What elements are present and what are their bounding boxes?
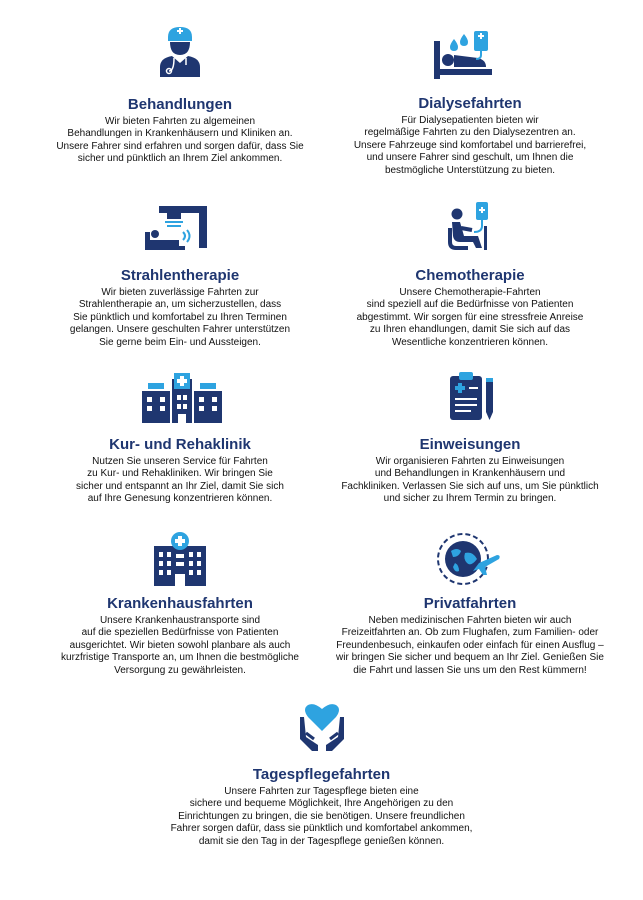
service-title: Strahlentherapie bbox=[120, 267, 240, 284]
service-description: Unsere Chemotherapie-Fahrten sind speziell auf die Bedürfnisse von Patienten abgestimmt. Wir sorgen für eine stressfreie Anreise zu Ihren ehandlungen, damit Sie sich auf das Wesentliche konzentrieren können. bbox=[356, 287, 584, 348]
service-description: Für Dialysepatienten bieten wir regelmäßige Fahrten zu den Dialysezentren an. Unsere Fahrzeuge sind komfortabel und barrierefrei, und unsere Fahrer sind geschult, um Ihnen die bestmögliche Unterstützung zu bieten. bbox=[353, 115, 587, 176]
service-strahlentherapie bbox=[30, 200, 330, 349]
service-behandlungen bbox=[30, 25, 330, 166]
service-title: Privatfahrten bbox=[423, 595, 517, 612]
service-title: Chemotherapie bbox=[415, 267, 525, 284]
service-description: Nutzen Sie unseren Service für Fahrten zu Kur- und Rehakliniken. Wir bringen Sie sicher und entspannt an Ihr Ziel, damit Sie sich auf Ihre Genesung konzentrieren können. bbox=[76, 456, 284, 505]
hospital-building-icon bbox=[30, 530, 330, 587]
service-title: Tagespflegefahrten bbox=[252, 766, 391, 783]
service-description: Wir bieten Fahrten zu algemeinen Behandlungen in Krankenhäusern und Kliniken an. Unsere Fahrer sind erfahren und sorgen dafür, dass Sie sicher und pünktlich an Ihrem Ziel ankommen. bbox=[56, 116, 304, 165]
service-tagespflegefahrten bbox=[165, 700, 478, 848]
service-dialysefahrten bbox=[320, 25, 620, 177]
service-description: Wir bieten zuverlässige Fahrten zur Strahlentherapie an, um sicherzustellen, dass Sie pünktlich und komfortabel zu Ihren Terminen gelangen. Unsere geschulten Fahrer unterstützen Sie gerne beim Ein- und Aussteigen. bbox=[69, 287, 291, 348]
service-chemotherapie bbox=[320, 200, 620, 349]
service-kur-und-rehaklinik bbox=[30, 370, 330, 506]
service-title: Krankenhausfahrten bbox=[107, 595, 253, 612]
service-krankenhausfahrten bbox=[30, 530, 330, 677]
service-description: Wir organisieren Fahrten zu Einweisungen und Behandlungen in Krankenhäusern und Fachkliniken. Verlassen Sie sich auf uns, um Sie pünktlich und sicher zu Ihrem Termin zu bringen. bbox=[341, 456, 599, 505]
chemo-infusion-icon bbox=[320, 200, 620, 252]
radiation-scanner-icon bbox=[30, 200, 330, 252]
doctor-icon bbox=[30, 25, 330, 81]
dialysis-bed-icon bbox=[320, 25, 620, 81]
service-description: Unsere Fahrten zur Tagespflege bieten eine sichere und bequeme Möglichkeit, Ihre Angehörigen zu den Einrichtungen zu bringen, die sie benötigen. Unsere freundlichen Fahrer sorgen dafür, dass sie pünktlich und komfortabel ankommen, damit sie den Tag in der Tagespflege genießen können. bbox=[170, 786, 473, 847]
clipboard-referral-icon bbox=[320, 370, 620, 425]
heart-hands-icon bbox=[165, 700, 478, 752]
service-privatfahrten bbox=[320, 530, 620, 677]
globe-airplane-icon bbox=[320, 530, 620, 587]
service-einweisungen bbox=[320, 370, 620, 506]
service-title: Kur- und Rehaklinik bbox=[109, 436, 251, 453]
service-title: Behandlungen bbox=[127, 96, 233, 113]
service-description: Neben medizinischen Fahrten bieten wir auch Freizeitfahrten an. Ob zum Flughafen, zum Familien- oder Freundenbesuch, einkaufen oder einfach für einen Ausflug – wir bringen Sie sicher und bequem an Ihr Ziel. Genießen Sie die Fahrt und lassen Sie uns um den Rest kümmern! bbox=[336, 615, 604, 676]
service-description: Unsere Krankenhaustransporte sind auf die speziellen Bedürfnisse von Patienten ausgerichtet. Wir bieten sowohl planbare als auch kurzfristige Transporte an, um Ihnen die bestmögliche Versorgung zu gewährleisten. bbox=[61, 615, 299, 676]
clinic-building-icon bbox=[30, 370, 330, 425]
service-title: Dialysefahrten bbox=[418, 95, 522, 112]
service-title: Einweisungen bbox=[419, 436, 521, 453]
